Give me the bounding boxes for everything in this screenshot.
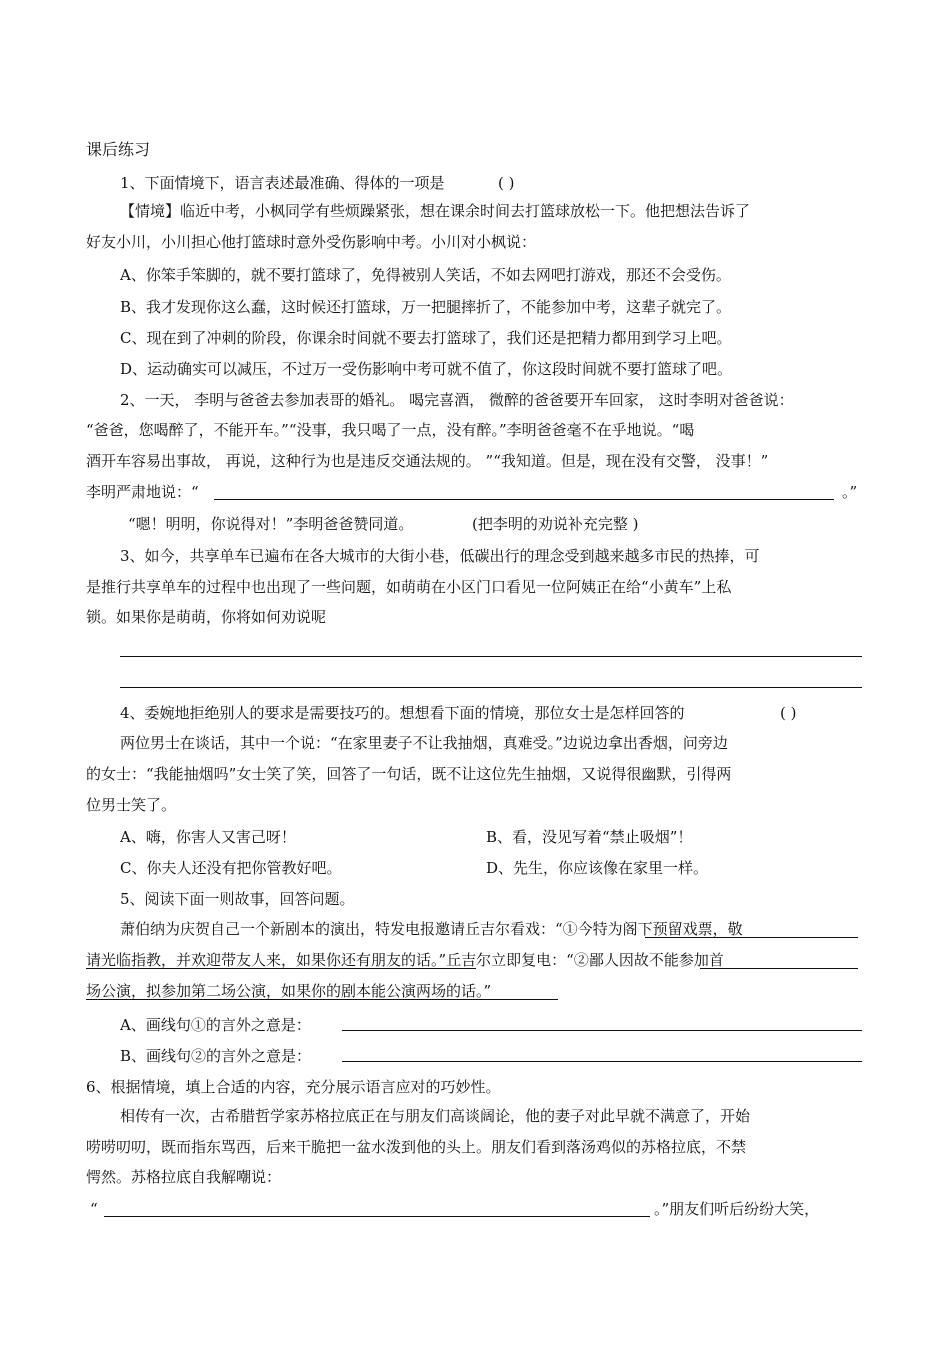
- q4-option-c: C、你夫人还没有把你管教好吧。: [120, 859, 342, 877]
- q2-line4-prefix: 李明严肃地说：“: [86, 483, 199, 501]
- q1-option-b: B、我才发现你这么蠢，这时候还打篮球，万一把腿摔折了，不能参加中考，这辈子就完了。: [120, 298, 732, 316]
- q5-underline-2: [86, 968, 476, 969]
- q2-line5: “嗯！明明，你说得对！”李明爸爸赞同道。: [128, 515, 414, 533]
- q1-stem: 1、下面情境下，语言表述最准确、得体的一项是: [120, 174, 445, 192]
- q6-answer-blank[interactable]: [104, 1216, 650, 1217]
- q5-line2: 请光临指教，并欢迎带友人来，如果你还有朋友的话。”丘吉尔立即复电：“②鄙人因故不能参加首: [86, 951, 724, 969]
- q3-answer-blank-2[interactable]: [120, 687, 862, 688]
- q1-situation-line2: 好友小川，小川担心他打篮球时意外受伤影响中考。小川对小枫说：: [86, 233, 537, 251]
- q1-option-a: A、你笨手笨脚的，就不要打篮球了，免得被别人笑话，不如去网吧打游戏，那还不会受伤。: [120, 266, 731, 284]
- q4-line2: 的女士：“我能抽烟吗”女士笑了笑，回答了一句话，既不让这位先生抽烟，又说得很幽默，引得两: [86, 765, 732, 783]
- q2-instruction: (把李明的劝说补充完整 ): [472, 515, 639, 533]
- q6-line1: 相传有一次，古希腊哲学家苏格拉底正在与朋友们高谈阔论，他的妻子对此早就不满意了，开始: [120, 1107, 751, 1125]
- q4-stem: 4、委婉地拒绝别人的要求是需要技巧的。想想看下面的情境，那位女士是怎样回答的: [120, 704, 685, 722]
- q6-line4-prefix: “: [90, 1200, 98, 1218]
- q4-line1: 两位男士在谈话，其中一个说：“在家里妻子不让我抽烟，真难受。”边说边拿出香烟，问旁边: [120, 734, 728, 752]
- q6-line4-suffix: 。”朋友们听后纷纷大笑，: [654, 1200, 820, 1218]
- q1-situation-line1: 【情境】临近中考，小枫同学有些烦躁紧张，想在课余时间去打篮球放松一下。他把想法告诉了: [120, 202, 751, 220]
- q5-question-a: A、画线句①的言外之意是：: [120, 1016, 311, 1034]
- q3-line3: 锁。如果你是萌萌，你将如何劝说呢: [86, 608, 327, 626]
- q1-option-d: D、运动确实可以减压，不过万一受伤影响中考可就不值了，你这段时间就不要打篮球了吧。: [120, 360, 733, 378]
- q4-option-a: A、嗨，你害人又害己呀！: [120, 828, 296, 846]
- q5-line3: 场公演，拟参加第二场公演，如果你的剧本能公演两场的话。”: [86, 982, 492, 1000]
- q2-answer-blank[interactable]: [214, 499, 834, 500]
- q2-line4-suffix: 。”: [842, 483, 858, 501]
- q4-answer-paren: ( ): [780, 704, 797, 722]
- q5-underline-4: [86, 999, 558, 1000]
- q1-answer-paren: ( ): [498, 174, 515, 192]
- q4-line3: 位男士笑了。: [86, 796, 177, 814]
- q4-option-d: D、先生，你应该像在家里一样。: [486, 859, 709, 877]
- q6-line3: 愕然。苏格拉底自我解嘲说：: [86, 1168, 282, 1186]
- page-title: 课后练习: [86, 140, 151, 159]
- q5-question-b: B、画线句②的言外之意是：: [120, 1047, 312, 1065]
- q2-line2: “爸爸，您喝醉了，不能开车。”“没事，我只喝了一点，没有醉。”李明爸爸毫不在乎地说。“喝: [86, 421, 695, 439]
- q3-line2: 是推行共享单车的过程中也出现了一些问题，如萌萌在小区门口看见一位阿姨正在给“小黄车”上私: [86, 578, 732, 596]
- q5-line1: 萧伯纳为庆贺自己一个新剧本的演出，特发电报邀请丘吉尔看戏：“①今特为阁下预留戏票，敬: [120, 920, 743, 938]
- q5-answer-blank-b[interactable]: [342, 1061, 862, 1062]
- q2-line1: 2、一天， 李明与爸爸去参加表哥的婚礼。 喝完喜酒， 微醉的爸爸要开车回家， 这时李明对爸爸说：: [120, 391, 794, 409]
- q5-answer-blank-a[interactable]: [342, 1030, 862, 1031]
- q4-option-b: B、看，没见写着“禁止吸烟”！: [486, 828, 693, 846]
- q5-underline-1: [645, 937, 858, 938]
- q1-option-c: C、现在到了冲刺的阶段，你课余时间就不要去打篮球了，我们还是把精力都用到学习上吧。: [120, 329, 732, 347]
- q3-answer-blank-1[interactable]: [120, 656, 862, 657]
- q3-line1: 3、如今，共享单车已遍布在各大城市的大街小巷，低碳出行的理念受到越来越多市民的热捧，可: [120, 547, 760, 565]
- q6-line2: 唠唠叨叨，既而指东骂西，后来干脆把一盆水泼到他的头上。朋友们看到落汤鸡似的苏格拉底，不禁: [86, 1138, 747, 1156]
- q5-stem: 5、阅读下面一则故事，回答问题。: [120, 890, 355, 908]
- q5-underline-3: [700, 968, 858, 969]
- q6-stem: 6、根据情境，填上合适的内容，充分展示语言应对的巧妙性。: [86, 1078, 501, 1096]
- q2-line3: 酒开车容易出事故， 再说，这种行为也是违反交通法规的。 ”“我知道。但是，现在没有交警， 没事！”: [86, 452, 769, 470]
